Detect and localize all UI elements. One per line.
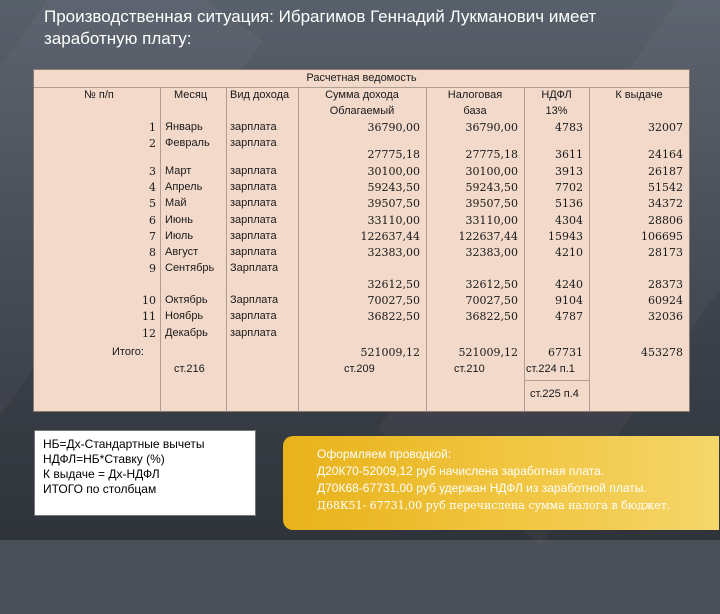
row-base: 27775,18: [465, 148, 518, 161]
row-payout: 28806: [648, 214, 683, 227]
row-income: 39507,50: [367, 197, 420, 210]
row-type: Зарплата: [230, 294, 279, 306]
row-payout: 24164: [648, 148, 683, 161]
row-type: зарплата: [230, 327, 277, 339]
header-ndfl-rate: 13%: [545, 105, 568, 117]
row-payout: 32036: [648, 310, 683, 323]
row-month: Ноябрь: [165, 310, 204, 322]
row-income: 32383,00: [367, 246, 420, 259]
row-income: 32612,50: [367, 278, 420, 291]
row-payout: 32007: [648, 121, 683, 134]
row-no: 11: [142, 310, 156, 323]
postings-heading: Оформляем проводкой:: [317, 447, 452, 461]
row-no: 10: [142, 294, 156, 307]
row-payout: 51542: [648, 181, 683, 194]
header-base-sub: база: [463, 105, 487, 117]
row-income: 36790,00: [367, 121, 420, 134]
row-month: Октябрь: [165, 294, 208, 306]
row-ndfl: 4240: [555, 278, 583, 291]
row-month: Август: [165, 246, 199, 258]
header-no: № п/п: [84, 89, 114, 101]
ref-income: ст.209: [344, 363, 375, 375]
row-ndfl: 4210: [555, 246, 583, 259]
ref-ndfl-1: ст.224 п.1: [526, 363, 575, 375]
row-payout: 28173: [648, 246, 683, 259]
row-month: Июнь: [165, 214, 193, 226]
payroll-sheet: [33, 69, 690, 412]
row-income: 59243,50: [367, 181, 420, 194]
total-label: Итого:: [112, 346, 144, 358]
header-ndfl: НДФЛ: [541, 89, 572, 101]
header-payout: К выдаче: [615, 89, 663, 101]
row-base: 70027,50: [465, 294, 518, 307]
ref-month: ст.216: [174, 363, 205, 375]
row-base: 122637,44: [458, 230, 518, 243]
row-no: 2: [149, 137, 156, 150]
row-no: 3: [149, 165, 156, 178]
grid-line: [524, 380, 589, 381]
row-income: 36822,50: [367, 310, 420, 323]
postings-box: [283, 436, 719, 530]
total-income: 521009,12: [360, 346, 420, 359]
row-no: 8: [149, 246, 156, 259]
row-base: 59243,50: [465, 181, 518, 194]
row-income: 30100,00: [367, 165, 420, 178]
row-type: зарплата: [230, 165, 277, 177]
row-base: 30100,00: [465, 165, 518, 178]
row-no: 5: [149, 197, 156, 210]
formulas-box: [34, 430, 256, 516]
posting-line: Д70К68-67731,00 руб удержан НДФЛ из заработной платы.: [317, 481, 647, 495]
grid-line: [226, 87, 227, 411]
posting-line: Д20К70-52009,12 руб начислена заработная плата.: [317, 464, 605, 478]
row-ndfl: 3913: [555, 165, 583, 178]
row-month: Март: [165, 165, 192, 177]
row-income: 27775,18: [367, 148, 420, 161]
formula-line: НБ=Дх-Стандартные вычеты: [43, 437, 205, 451]
row-type: зарплата: [230, 137, 277, 149]
row-base: 33110,00: [465, 214, 518, 227]
header-type: Вид дохода: [230, 89, 290, 101]
row-payout: 106695: [641, 230, 683, 243]
row-month: Сентябрь: [165, 262, 215, 274]
row-type: зарплата: [230, 230, 277, 242]
row-type: Зарплата: [230, 262, 279, 274]
header-base: Налоговая: [447, 89, 503, 101]
row-income: 122637,44: [360, 230, 420, 243]
row-ndfl: 5136: [555, 197, 583, 210]
formula-line: К выдаче = Дх-НДФЛ: [43, 467, 160, 481]
row-payout: 28373: [648, 278, 683, 291]
grid-line: [160, 87, 161, 411]
row-type: зарплата: [230, 121, 277, 133]
row-ndfl: 4783: [555, 121, 583, 134]
header-month: Месяц: [174, 89, 208, 101]
row-ndfl: 3611: [555, 148, 583, 161]
row-ndfl: 9104: [555, 294, 583, 307]
row-type: зарплата: [230, 181, 277, 193]
row-no: 7: [149, 230, 156, 243]
row-base: 36790,00: [465, 121, 518, 134]
row-month: Декабрь: [165, 327, 208, 339]
row-payout: 26187: [648, 165, 683, 178]
row-month: Апрель: [165, 181, 203, 193]
row-base: 32383,00: [465, 246, 518, 259]
row-base: 32612,50: [465, 278, 518, 291]
formula-line: НДФЛ=НБ*Ставку (%): [43, 452, 165, 466]
row-type: зарплата: [230, 310, 277, 322]
row-type: зарплата: [230, 214, 277, 226]
row-no: 4: [149, 181, 156, 194]
ref-base: ст.210: [454, 363, 485, 375]
row-month: Февраль: [165, 137, 210, 149]
row-no: 12: [142, 327, 156, 340]
row-no: 9: [149, 262, 156, 275]
row-type: зарплата: [230, 246, 277, 258]
slide-title: Производственная ситуация: Ибрагимов Геннадий Лукманович имеет заработную плату:: [44, 7, 597, 48]
row-type: зарплата: [230, 197, 277, 209]
row-payout: 34372: [648, 197, 683, 210]
row-base: 36822,50: [465, 310, 518, 323]
ref-ndfl-2: ст.225 п.4: [530, 388, 579, 400]
row-ndfl: 4304: [555, 214, 583, 227]
total-base: 521009,12: [458, 346, 518, 359]
row-ndfl: 15943: [548, 230, 583, 243]
row-base: 39507,50: [465, 197, 518, 210]
posting-line: Д68К51- 67731,00 руб перечислена сумма налога в бюджет.: [317, 499, 671, 512]
total-payout: 453278: [641, 346, 683, 359]
row-payout: 60924: [648, 294, 683, 307]
row-income: 70027,50: [367, 294, 420, 307]
row-no: 1: [149, 121, 156, 134]
row-income: 33110,00: [367, 214, 420, 227]
header-income-sub: Облагаемый: [329, 105, 395, 117]
header-income: Сумма дохода: [325, 89, 399, 101]
formula-line: ИТОГО по столбцам: [43, 482, 157, 496]
row-month: Май: [165, 197, 187, 209]
total-ndfl: 67731: [548, 346, 583, 359]
row-ndfl: 7702: [555, 181, 583, 194]
row-month: Январь: [165, 121, 203, 133]
sheet-caption: Расчетная ведомость: [306, 72, 417, 84]
row-month: Июль: [165, 230, 194, 242]
row-ndfl: 4787: [555, 310, 583, 323]
row-no: 6: [149, 214, 156, 227]
grid-line: [34, 87, 689, 88]
